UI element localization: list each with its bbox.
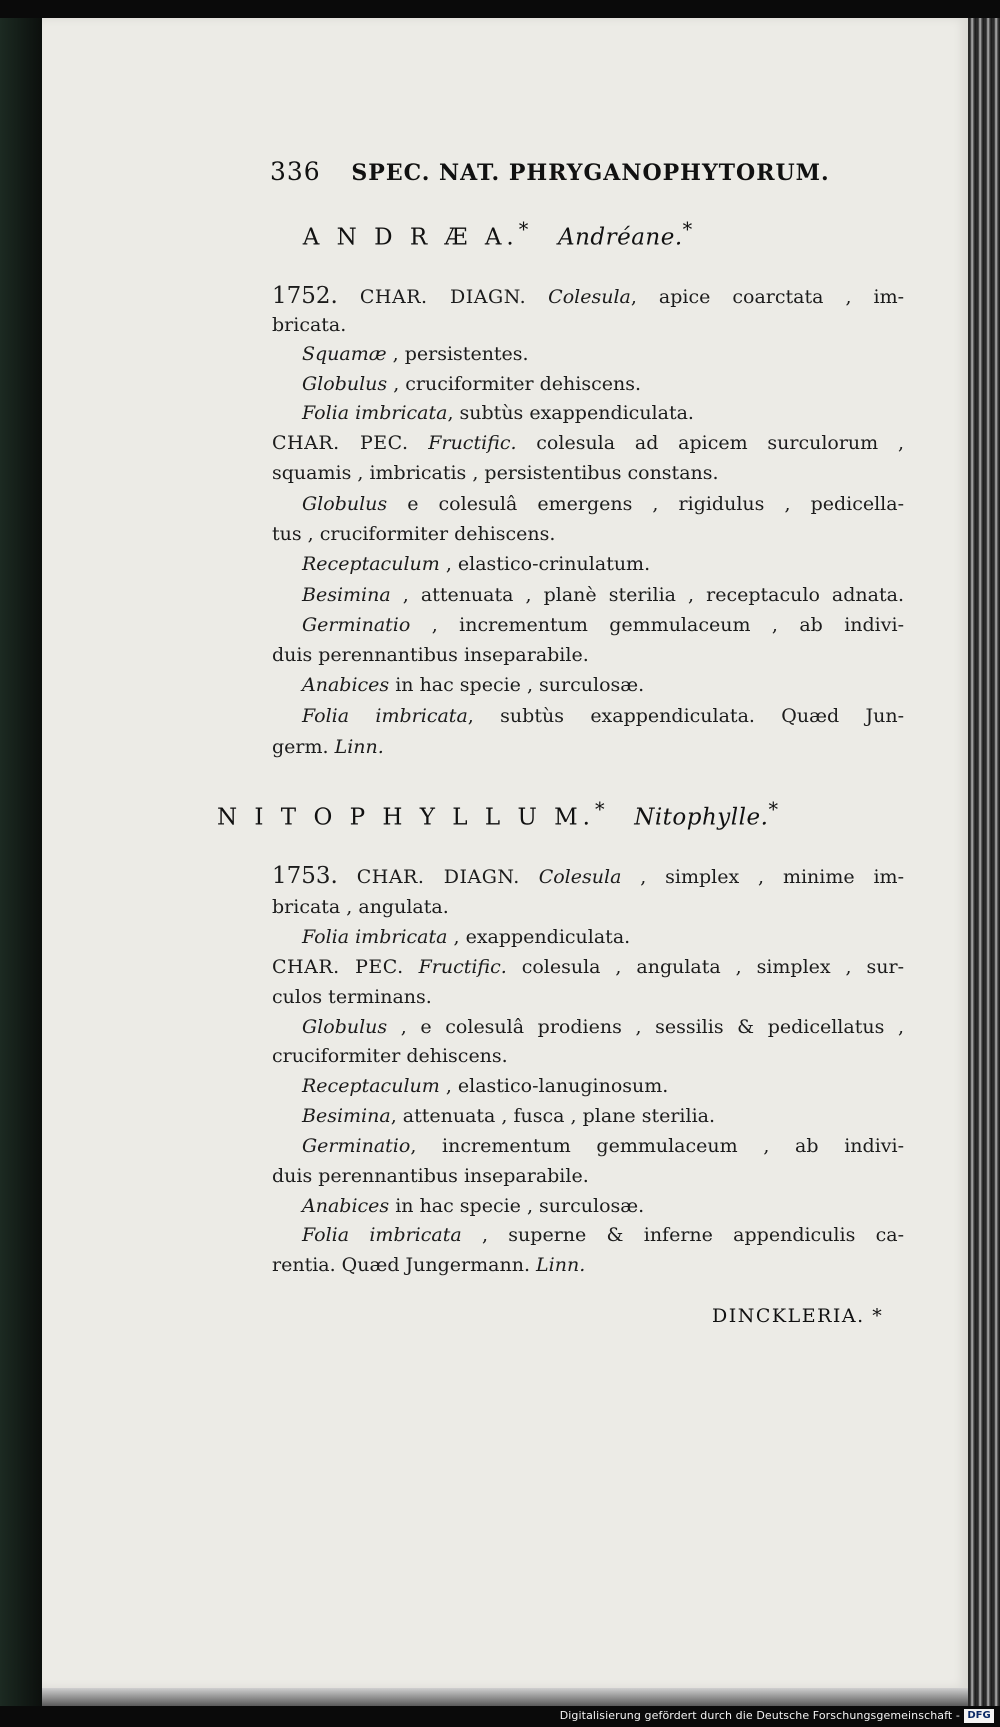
text: cruciformiter dehiscens. bbox=[272, 1045, 508, 1067]
entry-line bbox=[302, 372, 904, 396]
text: squamis , imbricatis , persistentibus constans. bbox=[272, 462, 719, 484]
funding-notice: Digitalisierung gefördert durch die Deutsche Forschungsgemeinschaft - bbox=[559, 1709, 960, 1722]
term: Globulus bbox=[302, 493, 388, 515]
vernacular-name: Nitophylle. bbox=[634, 804, 769, 831]
book-spine bbox=[0, 18, 42, 1718]
genus-heading-nitophyllum bbox=[0, 798, 1000, 831]
entry-line bbox=[272, 985, 904, 1009]
term: Colesula bbox=[548, 286, 631, 308]
text: bricata. bbox=[272, 314, 347, 336]
term: Globulus bbox=[302, 373, 388, 395]
entry-line bbox=[302, 1104, 904, 1128]
page-bottom-shadow bbox=[42, 1688, 968, 1706]
text: , cruciformiter dehiscens. bbox=[387, 373, 641, 395]
entry-line bbox=[272, 955, 904, 979]
entry-line bbox=[302, 704, 904, 728]
term: Folia imbricata bbox=[302, 705, 468, 727]
star-mark: * bbox=[682, 218, 698, 241]
entry-line bbox=[302, 401, 904, 425]
text: , superne & inferne appendiculis ca- bbox=[461, 1224, 905, 1246]
term: Anabices bbox=[302, 1195, 390, 1217]
term: Besimina bbox=[302, 584, 391, 606]
text: , incrementum gemmulaceum , ab indivi- bbox=[410, 1135, 904, 1157]
entry-line bbox=[272, 1044, 904, 1068]
term: Squamæ bbox=[302, 343, 387, 365]
author: Linn. bbox=[334, 736, 384, 758]
entry-line bbox=[302, 583, 904, 607]
entry-line bbox=[272, 431, 904, 455]
text: , attenuata , planè sterilia , receptaculo adnata. bbox=[390, 584, 904, 606]
text: , simplex , minime im- bbox=[621, 866, 904, 888]
entry-line bbox=[302, 342, 904, 366]
star-mark: * bbox=[768, 798, 784, 821]
running-title: SPEC. NAT. PHRYGANOPHYTORUM. bbox=[351, 160, 830, 186]
term: Germinatio bbox=[302, 614, 411, 636]
book-page bbox=[42, 18, 968, 1688]
author: Linn. bbox=[536, 1254, 586, 1276]
scan-border-top bbox=[0, 0, 1000, 18]
entry-line bbox=[302, 925, 904, 949]
entry-line bbox=[302, 1134, 904, 1158]
text: , elastico-lanuginosum. bbox=[439, 1075, 669, 1097]
char-label: CHAR. DIAGN. bbox=[356, 866, 520, 888]
text: , subtùs exappendiculata. bbox=[447, 402, 694, 424]
entry-line bbox=[302, 1074, 904, 1098]
entry-number: 1752. bbox=[272, 283, 338, 309]
vernacular-name: Andréane. bbox=[557, 224, 683, 251]
term: Folia imbricata bbox=[302, 402, 448, 424]
entry-line bbox=[272, 1253, 904, 1277]
term: Receptaculum bbox=[302, 1075, 440, 1097]
term: Colesula bbox=[538, 866, 622, 888]
text: duis perennantibus inseparabile. bbox=[272, 644, 589, 666]
text: tus , cruciformiter dehiscens. bbox=[272, 523, 556, 545]
term: Fructific. bbox=[428, 432, 517, 454]
text: , apice coarctata , im- bbox=[630, 286, 905, 308]
char-label: CHAR. PEC. bbox=[272, 956, 404, 978]
star-mark: * bbox=[595, 798, 610, 821]
text: rentia. Quæd Jungermann. bbox=[272, 1254, 537, 1276]
term: Germinatio bbox=[302, 1135, 411, 1157]
entry-line bbox=[272, 1164, 904, 1188]
text: duis perennantibus inseparabile. bbox=[272, 1165, 589, 1187]
genus-name: N I T O P H Y L L U M. bbox=[216, 804, 595, 831]
text: , subtùs exappendiculata. Quæd Jun- bbox=[467, 705, 905, 727]
entry-line bbox=[302, 492, 904, 516]
entry-line bbox=[302, 1015, 904, 1039]
char-label: CHAR. PEC. bbox=[272, 432, 409, 454]
entry-line bbox=[272, 313, 904, 337]
entry-line bbox=[272, 522, 904, 546]
text: bricata , angulata. bbox=[272, 896, 449, 918]
entry-line bbox=[302, 1223, 904, 1247]
entry-line bbox=[272, 895, 904, 919]
entry-line bbox=[302, 673, 904, 697]
genus-name: A N D R Æ A. bbox=[302, 224, 519, 251]
entry-line bbox=[272, 461, 904, 485]
running-head bbox=[270, 157, 830, 186]
footer-bar bbox=[0, 1706, 1000, 1727]
genus-heading-andreaea bbox=[0, 218, 1000, 251]
text: colesula , angulata , simplex , sur- bbox=[506, 956, 904, 978]
entry-line bbox=[272, 864, 904, 889]
text: e colesulâ emergens , rigidulus , pedicella- bbox=[387, 493, 904, 515]
text: colesula ad apicem surculorum , bbox=[516, 432, 904, 454]
dfg-logo: DFG bbox=[964, 1709, 994, 1723]
text: in hac specie , surculosæ. bbox=[389, 1195, 645, 1217]
page-edges bbox=[968, 18, 1000, 1708]
term: Fructific. bbox=[418, 956, 507, 978]
entry-line bbox=[272, 284, 904, 309]
term: Anabices bbox=[302, 674, 390, 696]
term: Receptaculum bbox=[302, 553, 440, 575]
char-label: CHAR. DIAGN. bbox=[359, 286, 527, 308]
text: , exappendiculata. bbox=[447, 926, 631, 948]
text: , e colesulâ prodiens , sessilis & pedicellatus , bbox=[387, 1016, 904, 1038]
term: Folia imbricata bbox=[302, 926, 448, 948]
term: Folia imbricata bbox=[302, 1224, 462, 1246]
catchword: DINCKLERIA. * bbox=[712, 1305, 884, 1327]
text: in hac specie , surculosæ. bbox=[389, 674, 645, 696]
text: , attenuata , fusca , plane sterilia. bbox=[390, 1105, 716, 1127]
text: , elastico-crinulatum. bbox=[439, 553, 651, 575]
star-mark: * bbox=[518, 218, 534, 241]
entry-number: 1753. bbox=[272, 863, 338, 889]
entry-line bbox=[302, 613, 904, 637]
term: Globulus bbox=[302, 1016, 388, 1038]
page-number: 336 bbox=[270, 157, 321, 186]
term: Besimina bbox=[302, 1105, 391, 1127]
entry-line bbox=[272, 643, 904, 667]
entry-line bbox=[272, 735, 904, 759]
text: , persistentes. bbox=[386, 343, 529, 365]
text: culos terminans. bbox=[272, 986, 432, 1008]
text: germ. bbox=[272, 736, 335, 758]
entry-line bbox=[302, 552, 904, 576]
text: , incrementum gemmulaceum , ab indivi- bbox=[410, 614, 904, 636]
entry-line bbox=[302, 1194, 904, 1218]
